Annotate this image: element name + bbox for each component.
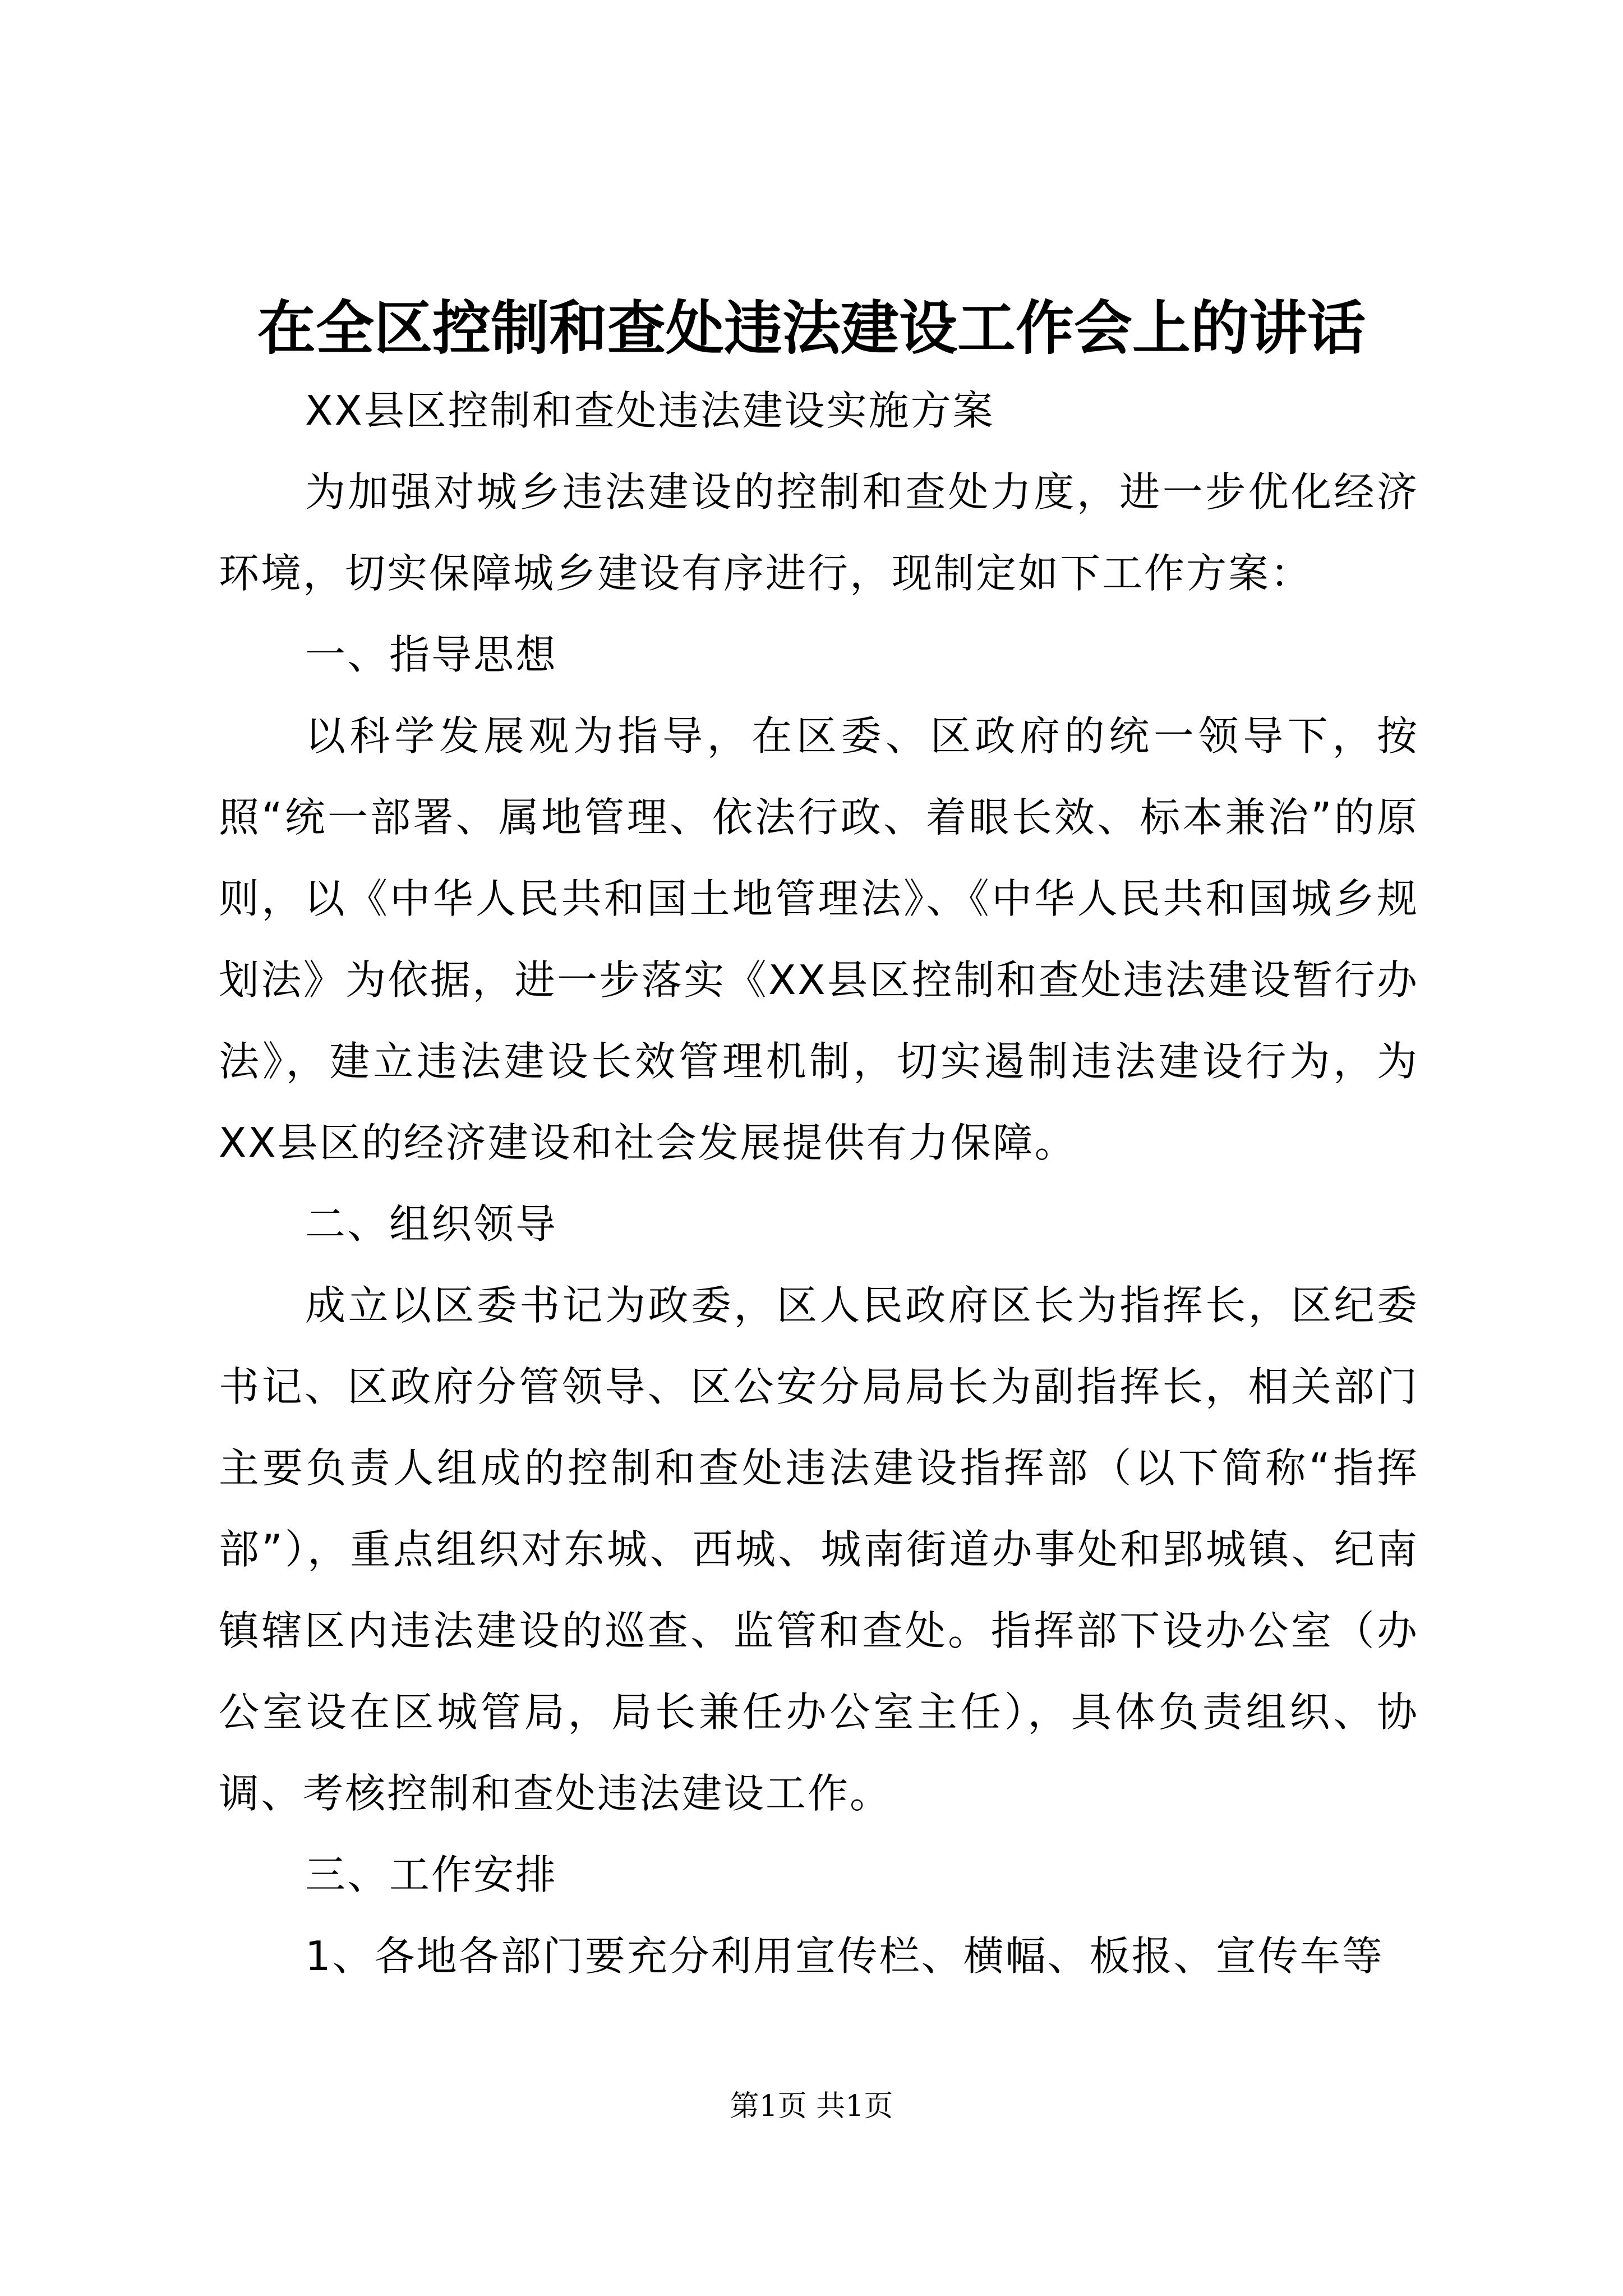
section-heading-organization: 二、组织领导 xyxy=(305,1200,558,1248)
guiding-thought-paragraph: 以科学发展观为指导，在区委、区政府的统一领导下，按照“统一部署、属地管理、依法行政、着眼长效、标本兼治”的原则，以《中华人民共和国土地管理法》、《中华人民共和国城乡规划法》为依据，进一步落实《XX县区控制和查处违法建设暂行办法》，建立违法建设长效管理机制，切实遏制违法建设行为，为XX县区的经济建设和社会发展提供有力保障。 xyxy=(219,712,1419,1166)
section-heading-work-arrangement: 三、工作安排 xyxy=(305,1851,558,1898)
subtitle-paragraph: XX县区控制和查处违法建设实施方案 xyxy=(305,387,995,434)
organization-paragraph: 成立以区委书记为政委，区人民政府区长为指挥长，区纪委书记、区政府分管领导、区公安分局局长为副指挥长，相关部门主要负责人组成的控制和查处违法建设指挥部（以下简称“指挥部”），重点组织对东城、西城、城南街道办事处和郢城镇、纪南镇辖区内违法建设的巡查、监管和查处。指挥部下设办公室（办公室设在区城管局，局长兼任办公室主任），具体负责组织、协调、考核控制和查处违法建设工作。 xyxy=(219,1282,1419,1817)
page-footer: 第1页 共1页 xyxy=(730,2090,893,2123)
section-heading-guiding-thought: 一、指导思想 xyxy=(305,631,558,678)
document-body xyxy=(219,370,1419,1997)
work-arrangement-paragraph: 1、各地各部门要充分利用宣传栏、横幅、板报、宣传车等 xyxy=(305,1932,1384,1980)
document-title: 在全区控制和查处违法建设工作会上的讲话 xyxy=(257,293,1366,362)
intro-paragraph: 为加强对城乡违法建设的控制和查处力度，进一步优化经济环境，切实保障城乡建设有序进行，现制定如下工作方案： xyxy=(219,468,1419,597)
